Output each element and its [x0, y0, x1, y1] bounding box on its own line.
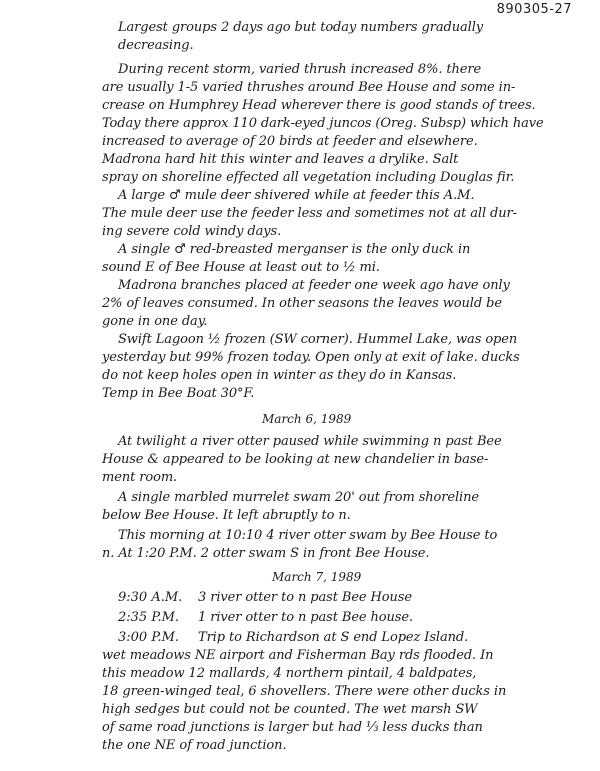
note-line: n. At 1:20 P.M. 2 otter swam S in front Bee House.	[102, 546, 430, 561]
note-line: During recent storm, varied thrush increased 8%. there	[118, 62, 482, 77]
note-line: 2% of leaves consumed. In other seasons the leaves would be	[102, 296, 502, 311]
note-line: Swift Lagoon ½ frozen (SW corner). Hummel Lake, was open	[118, 332, 518, 347]
note-line: At twilight a river otter paused while swimming n past Bee	[118, 434, 502, 449]
note-line: 18 green-winged teal, 6 shovellers. There were other ducks in	[102, 684, 507, 699]
note-line: the one NE of road junction.	[102, 738, 287, 753]
note-line: House & appeared to be looking at new chandelier in base-	[102, 452, 489, 467]
date-heading: March 6, 1989	[262, 412, 352, 426]
note-line: spray on shoreline effected all vegetation including Douglas fir.	[102, 170, 515, 185]
note-line: do not keep holes open in winter as they do in Kansas.	[102, 368, 457, 383]
note-line: wet meadows NE airport and Fisherman Bay rds flooded. In	[102, 648, 494, 663]
note-line: ment room.	[102, 470, 178, 485]
note-line: yesterday but 99% frozen today. Open only at exit of lake. ducks	[102, 350, 520, 365]
entry-time: 2:35 P.M.	[118, 610, 180, 625]
page-id: 890305-27	[496, 2, 572, 17]
note-line: are usually 1-5 varied thrushes around Bee House and some in-	[102, 80, 516, 95]
note-line: Madrona hard hit this winter and leaves a drylike. Salt	[102, 152, 459, 167]
note-line: This morning at 10:10 4 river otter swam by Bee House to	[118, 528, 498, 543]
note-line: Madrona branches placed at feeder one week ago have only	[118, 278, 510, 293]
note-line: crease on Humphrey Head wherever there is good stands of trees.	[102, 98, 536, 113]
note-line: sound E of Bee House at least out to ½ mi.	[102, 260, 380, 275]
entry-time: 3:00 P.M.	[118, 630, 180, 645]
entry-time: 9:30 A.M.	[118, 590, 183, 605]
note-line: A large ♂ mule deer shivered while at feeder this A.M.	[118, 188, 475, 203]
note-line: high sedges but could not be counted. The wet marsh SW	[102, 702, 478, 717]
note-line: 1 river otter to n past Bee house.	[198, 610, 414, 625]
note-line: this meadow 12 mallards, 4 northern pintail, 4 baldpates,	[102, 666, 477, 681]
note-line: increased to average of 20 birds at feeder and elsewhere.	[102, 134, 478, 149]
note-line: A single marbled murrelet swam 20' out from shoreline	[118, 490, 479, 505]
note-line: Temp in Bee Boat 30°F.	[102, 386, 255, 401]
note-line: decreasing.	[118, 38, 194, 53]
date-heading: March 7, 1989	[272, 570, 362, 584]
note-line: A single ♂ red-breasted merganser is the only duck in	[118, 242, 471, 257]
note-line: Trip to Richardson at S end Lopez Island.	[198, 630, 469, 645]
note-line: Today there approx 110 dark-eyed juncos (Oreg. Subsp) which have	[102, 116, 544, 131]
note-line: below Bee House. It left abruptly to n.	[102, 508, 351, 523]
note-line: gone in one day.	[102, 314, 208, 329]
note-line: of same road junctions is larger but had ⅓ less ducks than	[102, 720, 483, 735]
note-line: 3 river otter to n past Bee House	[198, 590, 412, 605]
note-line: ing severe cold windy days.	[102, 224, 282, 239]
note-line: Largest groups 2 days ago but today numbers gradually	[118, 20, 484, 35]
note-line: The mule deer use the feeder less and sometimes not at all dur-	[102, 206, 517, 221]
